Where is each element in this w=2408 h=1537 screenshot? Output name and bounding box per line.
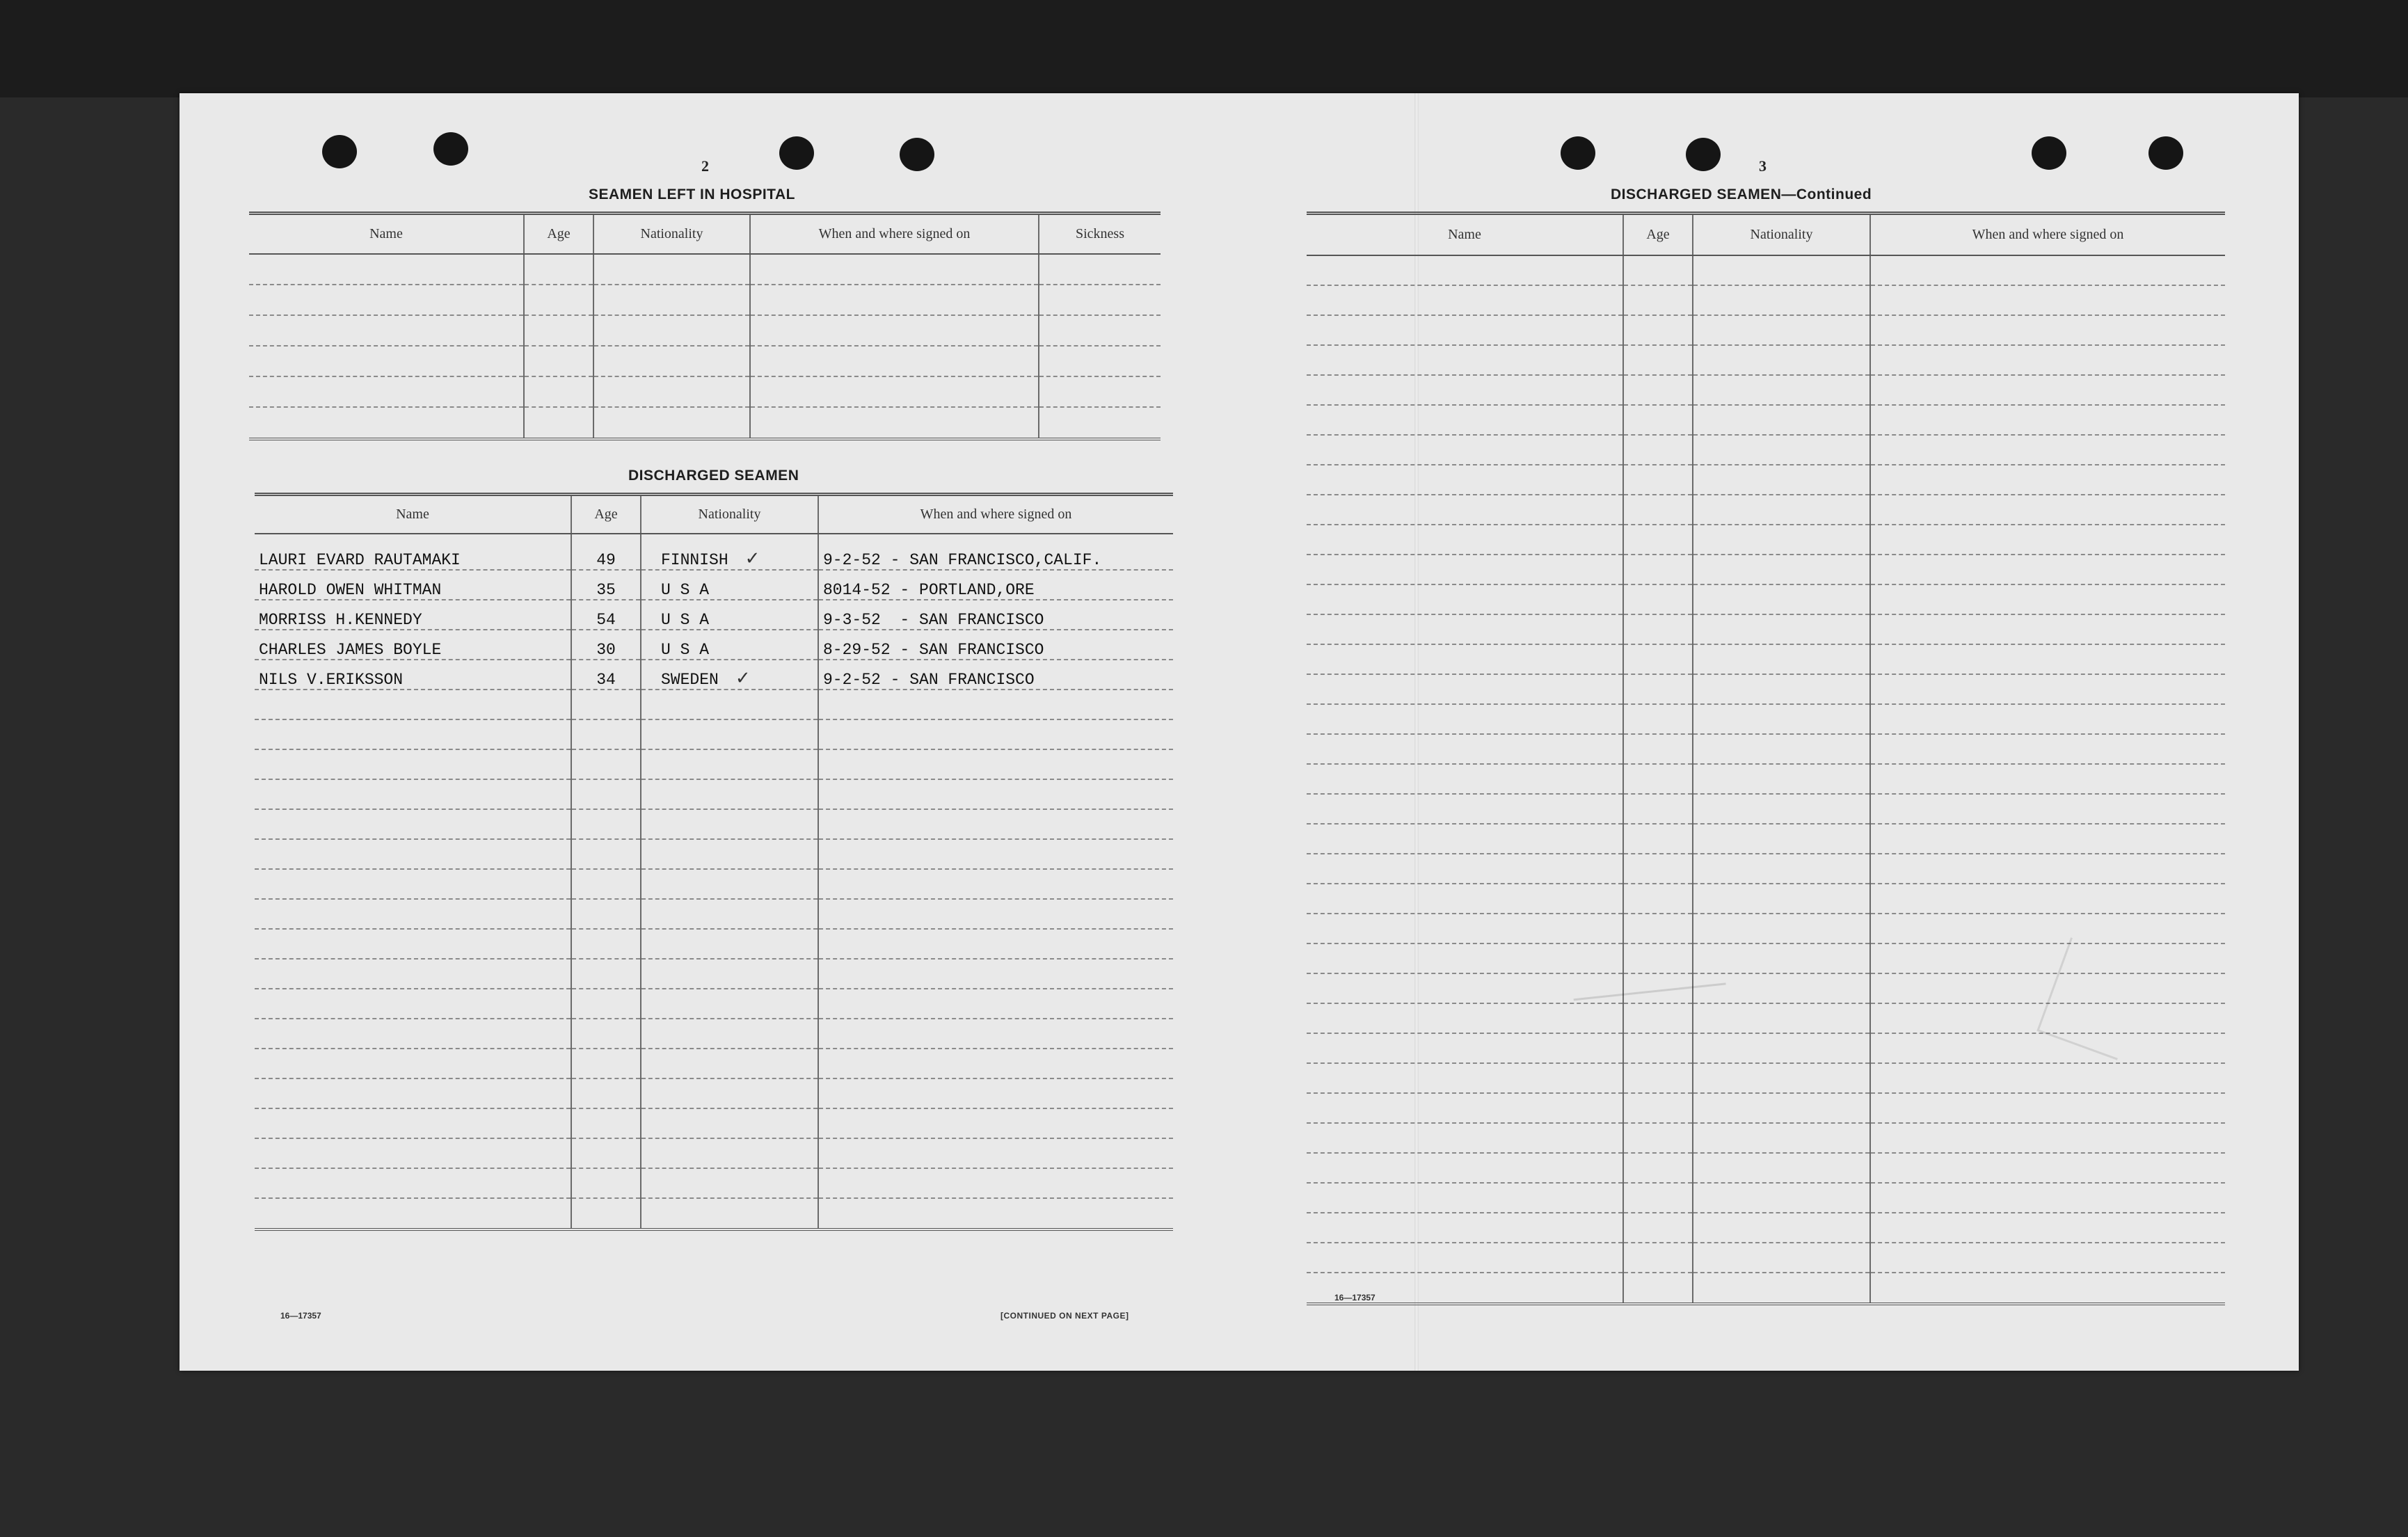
- seaman-name: NILS V.ERIKSSON: [255, 660, 571, 690]
- table-row: [249, 376, 1161, 407]
- column-header: Name: [255, 495, 571, 534]
- discharged-table: [255, 493, 1173, 1231]
- table-row: [255, 899, 1173, 929]
- table-row: [1307, 914, 2225, 943]
- table-row: [1307, 764, 2225, 794]
- seaman-age: 34: [571, 660, 641, 690]
- table-row: [255, 570, 1173, 600]
- seaman-name: HAROLD OWEN WHITMAN: [255, 570, 571, 600]
- table-row: [255, 1168, 1173, 1198]
- table-row: [1307, 1183, 2225, 1213]
- seaman-nationality: U S A: [661, 610, 710, 629]
- table-row: [249, 315, 1161, 346]
- seaman-nationality: U S A: [661, 580, 710, 599]
- punch-hole: [322, 135, 357, 168]
- seaman-nationality: U S A: [661, 640, 710, 659]
- seaman-signed-on: 8014-52 - PORTLAND,ORE: [818, 570, 1173, 600]
- seaman-age: 30: [571, 630, 641, 660]
- seaman-age: 54: [571, 600, 641, 630]
- punch-hole: [1686, 138, 1721, 171]
- table-row: [255, 929, 1173, 959]
- table-row: [255, 869, 1173, 899]
- column-header: When and where signed on: [750, 214, 1039, 254]
- table-row: [1307, 704, 2225, 734]
- record-sheet: [180, 93, 2299, 1371]
- seaman-nationality-cell: [641, 630, 818, 660]
- table-row: [255, 719, 1173, 749]
- discharged-continued-table: [1307, 212, 2225, 1305]
- table-row: [255, 1019, 1173, 1049]
- punch-hole: [2032, 136, 2066, 170]
- table-row: [255, 1138, 1173, 1168]
- seaman-name: LAURI EVARD RAUTAMAKI: [255, 534, 571, 570]
- seaman-nationality-cell: [641, 600, 818, 630]
- form-code-left: 16—17357: [280, 1311, 321, 1321]
- continued-section-title: DISCHARGED SEAMEN—Continued: [1611, 186, 1872, 202]
- form-code-right: 16—17357: [1334, 1293, 1376, 1303]
- column-header: Age: [524, 214, 593, 254]
- table-row: [255, 1049, 1173, 1078]
- column-header: When and where signed on: [1870, 214, 2225, 255]
- seaman-nationality: SWEDEN: [661, 670, 719, 689]
- table-row: [1307, 495, 2225, 525]
- seaman-nationality: FINNISH: [661, 550, 728, 569]
- table-row: [1307, 555, 2225, 584]
- hospital-table: [249, 212, 1161, 440]
- column-header: When and where signed on: [818, 495, 1173, 534]
- table-row: [255, 959, 1173, 989]
- seaman-nationality-cell: [641, 660, 818, 690]
- table-row: [1307, 824, 2225, 854]
- table-row: [1307, 584, 2225, 614]
- column-header: Nationality: [1693, 214, 1870, 255]
- table-row: [249, 285, 1161, 315]
- seaman-nationality-cell: [641, 534, 818, 570]
- table-row: [1307, 315, 2225, 345]
- table-row: [1307, 345, 2225, 375]
- continued-note: [CONTINUED ON NEXT PAGE]: [1000, 1311, 1129, 1321]
- table-row: [255, 660, 1173, 690]
- table-row: [255, 839, 1173, 869]
- table-row: [1307, 1243, 2225, 1273]
- seaman-signed-on: 9-2-52 - SAN FRANCISCO: [818, 660, 1173, 690]
- table-row: [1307, 644, 2225, 674]
- column-header: Age: [571, 495, 641, 534]
- table-row: [1307, 734, 2225, 764]
- discharged-section-title: DISCHARGED SEAMEN: [628, 468, 799, 484]
- punch-hole: [1561, 136, 1595, 170]
- table-row: [255, 989, 1173, 1019]
- table-row: [1307, 465, 2225, 495]
- table-row: [255, 630, 1173, 660]
- table-row: [255, 749, 1173, 779]
- punch-hole: [900, 138, 934, 171]
- table-row: [1307, 674, 2225, 704]
- table-row: [1307, 884, 2225, 914]
- table-row: [1307, 375, 2225, 405]
- table-row: [1307, 1093, 2225, 1123]
- column-header: Age: [1623, 214, 1693, 255]
- seaman-name: CHARLES JAMES BOYLE: [255, 630, 571, 660]
- table-row: [1307, 255, 2225, 285]
- seaman-signed-on: 9-2-52 - SAN FRANCISCO,CALIF.: [818, 534, 1173, 570]
- table-row: [1307, 525, 2225, 555]
- column-header: Nationality: [641, 495, 818, 534]
- table-row: [249, 254, 1161, 285]
- table-row: [255, 534, 1173, 570]
- table-row: [1307, 614, 2225, 644]
- table-row: [249, 407, 1161, 439]
- page-number-right: 3: [1759, 157, 1767, 175]
- table-row: [255, 690, 1173, 719]
- punch-hole: [779, 136, 814, 170]
- table-row: [1307, 435, 2225, 465]
- seaman-signed-on: 9-3-52 - SAN FRANCISCO: [818, 600, 1173, 630]
- seaman-age: 49: [571, 534, 641, 570]
- column-header: Name: [1307, 214, 1623, 255]
- table-row: [255, 600, 1173, 630]
- hospital-section-title: SEAMEN LEFT IN HOSPITAL: [589, 186, 795, 202]
- table-row: [1307, 1213, 2225, 1243]
- table-row: [255, 1198, 1173, 1229]
- table-row: [249, 346, 1161, 376]
- seaman-name: MORRISS H.KENNEDY: [255, 600, 571, 630]
- table-row: [1307, 1273, 2225, 1304]
- table-row: [1307, 405, 2225, 435]
- page-number-left: 2: [701, 157, 709, 175]
- scanner-backdrop: [0, 0, 2408, 97]
- table-row: [1307, 1153, 2225, 1183]
- seaman-nationality-cell: [641, 570, 818, 600]
- column-header: Name: [249, 214, 524, 254]
- seaman-age: 35: [571, 570, 641, 600]
- table-row: [1307, 854, 2225, 884]
- punch-hole: [2148, 136, 2183, 170]
- table-row: [255, 1078, 1173, 1108]
- table-row: [255, 779, 1173, 809]
- table-row: [1307, 794, 2225, 824]
- punch-hole: [433, 132, 468, 166]
- column-header: Nationality: [593, 214, 750, 254]
- seaman-signed-on: 8-29-52 - SAN FRANCISCO: [818, 630, 1173, 660]
- table-row: [255, 809, 1173, 839]
- table-row: [1307, 285, 2225, 315]
- column-header: Sickness: [1039, 214, 1161, 254]
- check-mark-icon: ✓: [735, 667, 751, 689]
- table-row: [1307, 1063, 2225, 1093]
- table-row: [1307, 1123, 2225, 1153]
- check-mark-icon: ✓: [744, 548, 760, 569]
- table-row: [255, 1108, 1173, 1138]
